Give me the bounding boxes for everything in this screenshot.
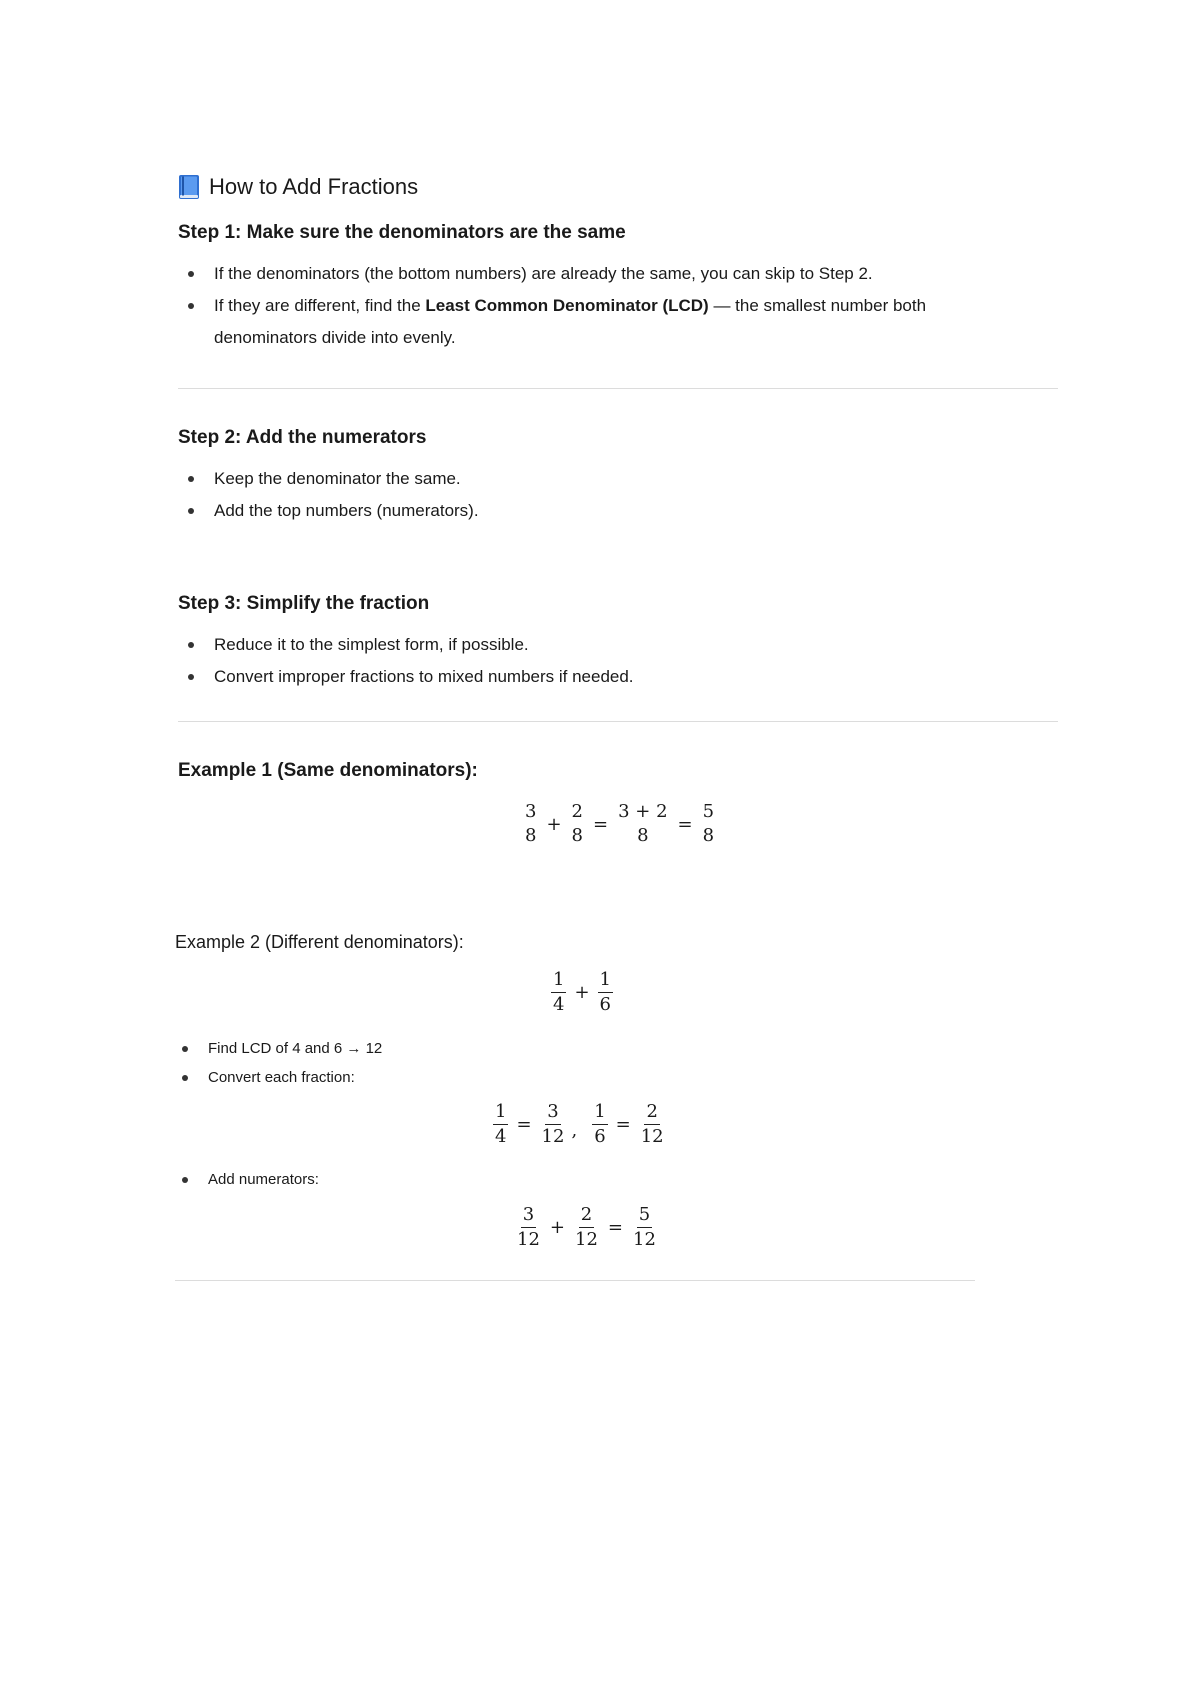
list-item-text: If they are different, find the xyxy=(214,296,426,315)
step1-heading: Step 1: Make sure the denominators are the same xyxy=(178,222,626,243)
step3-heading: Step 3: Simplify the fraction xyxy=(178,593,430,614)
fraction: $\frac{1}{6}$ xyxy=(594,1101,606,1147)
fraction: $\frac{1}{6}$ xyxy=(599,969,611,1015)
list-item: Keep the denominator the same. xyxy=(178,463,998,495)
plus-sign: + xyxy=(574,982,590,1003)
list-item: Add numerators: xyxy=(172,1165,772,1194)
fraction: 3 + 2 8 xyxy=(618,801,668,846)
fraction: $\frac{2}{12}$ xyxy=(575,1204,598,1250)
example2-sum xyxy=(512,1203,661,1252)
list-item: Convert each fraction: xyxy=(172,1063,772,1092)
example2-list-a xyxy=(172,1034,772,1092)
step3-list xyxy=(178,629,998,693)
divider xyxy=(175,1280,975,1281)
equals-sign: = xyxy=(615,1114,631,1135)
list-item-text: — the smallest number both denominators divide into evenly. xyxy=(214,296,927,347)
fraction: $\frac{2}{12}$ xyxy=(640,1101,664,1147)
page-title xyxy=(178,174,418,200)
divider xyxy=(178,388,1058,389)
fraction: 5 8 xyxy=(702,801,715,846)
equals-sign: = xyxy=(593,813,609,835)
example1-heading: Example 1 (Same denominators): xyxy=(178,760,478,781)
book-icon xyxy=(178,174,200,200)
page-title-text: How to Add Fractions xyxy=(209,174,419,199)
fraction: $\frac{5}{12}$ xyxy=(633,1204,656,1250)
fraction: 2 8 xyxy=(571,801,583,846)
plus-sign: + xyxy=(546,813,562,835)
list-item: Find LCD of 4 and 6 → 12 xyxy=(172,1034,772,1063)
list-item: Convert improper fractions to mixed numbers if needed. xyxy=(178,661,998,693)
list-item: If the denominators (the bottom numbers) are already the same, you can skip to Step 2. xyxy=(178,258,998,290)
fraction: $\frac{1}{4}$ xyxy=(553,969,565,1015)
equals-sign: = xyxy=(677,813,693,835)
step2-list xyxy=(178,463,998,527)
fraction: 3 8 xyxy=(525,801,537,846)
list-item: Add the top numbers (numerators). xyxy=(178,495,998,527)
equals-sign: = xyxy=(516,1114,532,1135)
equals-sign: = xyxy=(607,1217,623,1238)
example2-expression xyxy=(548,968,616,1017)
plus-sign: + xyxy=(549,1217,565,1238)
list-item: Reduce it to the simplest form, if possible. xyxy=(178,629,998,661)
example2-heading: Example 2 (Different denominators): xyxy=(175,932,464,952)
step1-list xyxy=(178,258,998,354)
example1-equation xyxy=(520,800,719,848)
comma: , xyxy=(571,1120,578,1141)
fraction: $\frac{3}{12}$ xyxy=(517,1204,540,1250)
example2-conversion xyxy=(490,1100,669,1149)
fraction: $\frac{1}{4}$ xyxy=(495,1101,507,1147)
lcd-term: Least Common Denominator (LCD) xyxy=(425,296,709,315)
fraction: $\frac{3}{12}$ xyxy=(541,1101,565,1147)
list-item xyxy=(178,290,998,354)
divider xyxy=(178,721,1058,722)
example2-list-b xyxy=(172,1165,772,1194)
step2-heading: Step 2: Add the numerators xyxy=(178,427,427,448)
